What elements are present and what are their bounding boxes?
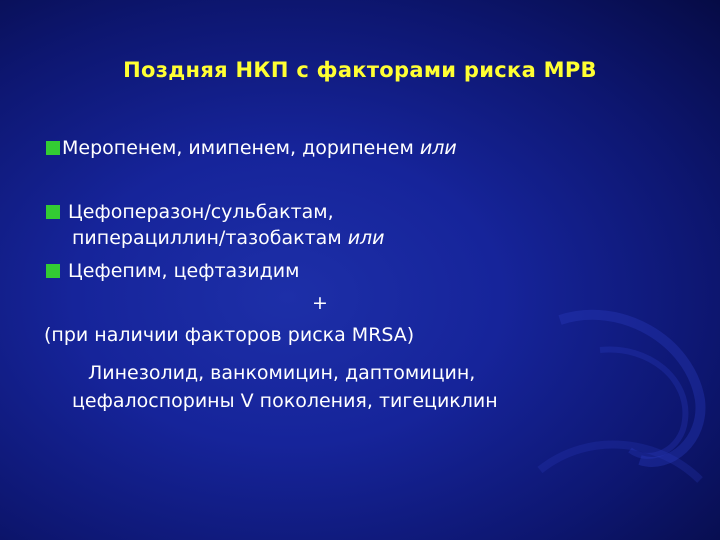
item-text: Цефепим, цефтазидим xyxy=(62,260,300,282)
item-emphasis: или xyxy=(347,227,385,249)
list-item xyxy=(46,200,334,224)
list-item xyxy=(46,259,299,283)
item-emphasis: или xyxy=(419,137,457,159)
bullet-square-icon xyxy=(46,141,60,155)
slide-title: Поздняя НКП с факторами риска МРВ xyxy=(123,58,597,82)
item-text: Меропенем, имипенем, дорипенем xyxy=(62,137,420,159)
bullet-square-icon xyxy=(46,264,60,278)
bullet-square-icon xyxy=(46,205,60,219)
drugs-line-2: цефалоспорины V поколения, тигециклин xyxy=(72,390,498,412)
item-text: пиперациллин/тазобактам xyxy=(72,227,348,249)
plus-sign: + xyxy=(312,292,328,314)
item-text: Цефоперазон/сульбактам, xyxy=(62,201,334,223)
list-item xyxy=(46,136,457,160)
drugs-line-1: Линезолид, ванкомицин, даптомицин, xyxy=(88,362,476,384)
condition-text: (при наличии факторов риска MRSA) xyxy=(44,324,415,346)
list-item-continuation xyxy=(72,226,385,250)
